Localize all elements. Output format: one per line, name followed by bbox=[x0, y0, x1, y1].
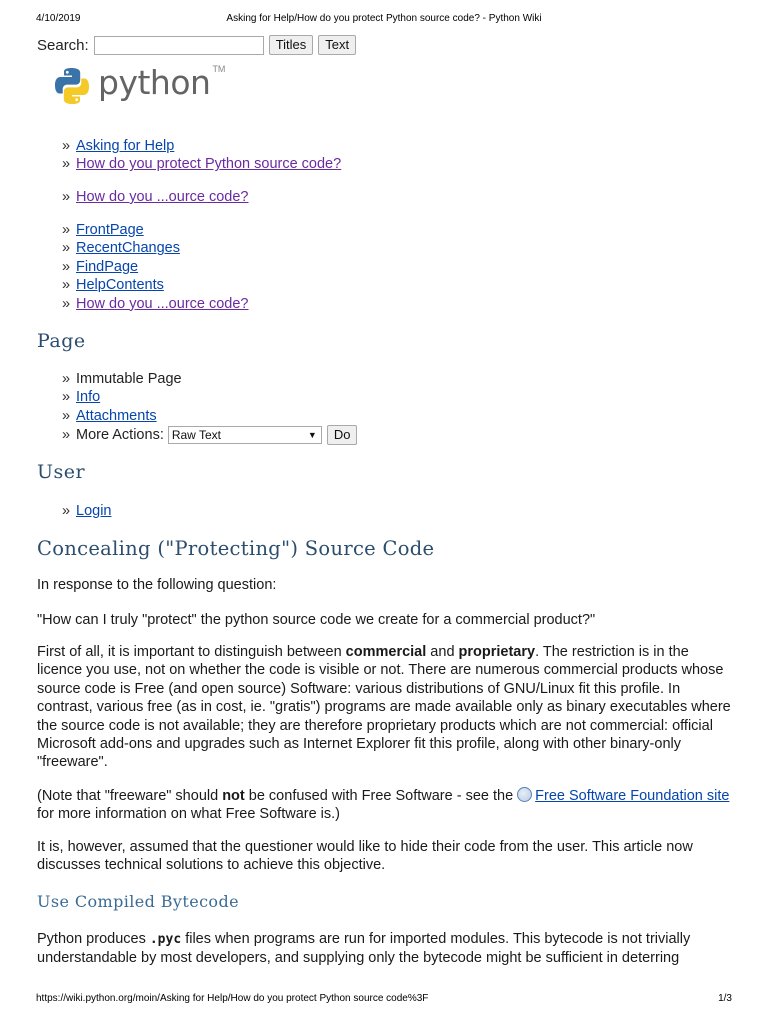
bullet-icon: » bbox=[62, 427, 71, 444]
login-link[interactable]: Login bbox=[76, 503, 112, 519]
more-actions-label: More Actions: bbox=[76, 427, 164, 444]
nav-item bbox=[62, 239, 249, 257]
page-section-heading: Page bbox=[37, 330, 86, 352]
bullet-icon: » bbox=[62, 222, 71, 238]
print-url: https://wiki.python.org/moin/Asking for Help/How do you protect Python source code%3F bbox=[36, 993, 429, 1004]
titles-button[interactable]: Titles bbox=[269, 35, 314, 55]
nav-link-recentchanges[interactable]: RecentChanges bbox=[76, 240, 180, 257]
current-page-item bbox=[62, 188, 249, 206]
bullet-icon: » bbox=[62, 389, 71, 406]
emphasis-not: not bbox=[222, 788, 245, 804]
current-page-link[interactable]: How do you ...ource code? bbox=[76, 189, 249, 205]
bullet-icon: » bbox=[62, 138, 71, 154]
search-input[interactable] bbox=[94, 36, 264, 55]
p4-text-d: for more information on what Free Software is.) bbox=[37, 806, 341, 823]
pyc-code: .pyc bbox=[149, 932, 182, 947]
search-form bbox=[37, 34, 356, 56]
p4-text-a: (Note that "freeware" should bbox=[37, 788, 223, 804]
p4-text-c: be confused with Free Software - see the bbox=[244, 788, 518, 804]
external-link-icon bbox=[517, 787, 532, 802]
term-proprietary: proprietary bbox=[458, 644, 536, 660]
site-nav bbox=[62, 221, 249, 313]
page-action-item bbox=[62, 425, 357, 443]
print-footer bbox=[0, 993, 768, 1007]
breadcrumb-item bbox=[62, 155, 341, 173]
p6-text-b: files when programs are run for imported modules. This bytecode is not trivially understandable by most developers, and supplying only the bytecode might be sufficient in deterring bbox=[37, 931, 691, 967]
print-header bbox=[0, 13, 768, 27]
user-action-item bbox=[62, 502, 111, 520]
page-action-item bbox=[62, 407, 357, 425]
user-section-heading: User bbox=[37, 461, 86, 483]
bullet-icon: » bbox=[62, 503, 71, 519]
dropdown-arrow-icon: ▼ bbox=[307, 430, 317, 441]
print-page-number: 1/3 bbox=[718, 993, 732, 1004]
bullet-icon: » bbox=[62, 295, 71, 312]
paragraph-assumption: It is, however, assumed that the questioner would like to hide their code from the user. This article now discusses technical solutions to achieve this objective. bbox=[37, 839, 693, 874]
print-title: Asking for Help/How do you protect Python source code? - Python Wiki bbox=[226, 13, 542, 24]
logo-wordmark: python bbox=[98, 62, 211, 102]
user-actions bbox=[62, 502, 111, 520]
bullet-icon: » bbox=[62, 189, 71, 205]
python-logo[interactable] bbox=[52, 62, 232, 110]
nav-item bbox=[62, 276, 249, 294]
more-actions-select[interactable] bbox=[168, 426, 322, 444]
bullet-icon: » bbox=[62, 258, 71, 275]
section-heading-compiled-bytecode: Use Compiled Bytecode bbox=[37, 892, 239, 911]
page-action-item bbox=[62, 370, 357, 388]
term-commercial: commercial bbox=[345, 644, 427, 660]
p3-text-e: . The restriction is in the licence you use, not on whether the code is visible or not. There are numerous commercial products whose source code is Free (and open source) Software: various distributions of GNU/Linux fit this profile. In contrast, various free (as in cost, ie. "gratis") programs are made available only as binary executables where the source code is not available; they are therefore proprietary products which are not commercial: official Microsoft add-ons and upgrades such as Internet Explorer fit this profile, along with other binary-only "freeware". bbox=[37, 644, 731, 771]
bullet-icon: » bbox=[62, 371, 71, 387]
nav-link-findpage[interactable]: FindPage bbox=[76, 258, 139, 275]
bullet-icon: » bbox=[62, 240, 71, 257]
paragraph-bytecode bbox=[37, 930, 737, 968]
p3-text-c: and bbox=[426, 644, 459, 660]
paragraph-commercial-vs-proprietary bbox=[37, 643, 737, 772]
breadcrumb bbox=[62, 137, 341, 174]
bullet-icon: » bbox=[62, 156, 71, 173]
page-action-item bbox=[62, 388, 357, 406]
search-label: Search: bbox=[37, 36, 89, 54]
python-snake-icon bbox=[52, 66, 92, 106]
nav-link-helpcontents[interactable]: HelpContents bbox=[76, 277, 164, 294]
immutable-page-label: Immutable Page bbox=[76, 371, 182, 387]
logo-trademark: TM bbox=[212, 64, 226, 74]
p6-text-a: Python produces bbox=[37, 931, 150, 947]
nav-item bbox=[62, 295, 249, 313]
nav-link-frontpage[interactable]: FrontPage bbox=[76, 222, 144, 238]
attachments-link[interactable]: Attachments bbox=[76, 407, 157, 424]
breadcrumb-link-current[interactable]: How do you protect Python source code? bbox=[76, 156, 342, 173]
text-button[interactable]: Text bbox=[318, 35, 356, 55]
p3-text-a: First of all, it is important to distinguish between bbox=[37, 644, 346, 660]
paragraph-intro: In response to the following question: bbox=[37, 577, 277, 593]
fsf-link[interactable]: Free Software Foundation site bbox=[535, 788, 730, 804]
nav-item bbox=[62, 258, 249, 276]
paragraph-question: "How can I truly "protect" the python source code we create for a commercial product?" bbox=[37, 612, 596, 628]
bullet-icon: » bbox=[62, 407, 71, 424]
page-actions bbox=[62, 370, 357, 444]
current-page-nav bbox=[62, 188, 249, 206]
info-link[interactable]: Info bbox=[76, 389, 101, 406]
paragraph-freeware-note bbox=[37, 787, 737, 824]
more-actions-selected: Raw Text bbox=[171, 428, 221, 443]
breadcrumb-item bbox=[62, 137, 341, 155]
do-button[interactable]: Do bbox=[327, 425, 358, 445]
breadcrumb-link-asking-for-help[interactable]: Asking for Help bbox=[76, 138, 175, 154]
print-date: 4/10/2019 bbox=[36, 13, 81, 24]
nav-link-current[interactable]: How do you ...ource code? bbox=[76, 295, 249, 312]
bullet-icon: » bbox=[62, 277, 71, 294]
article-title: Concealing ("Protecting") Source Code bbox=[37, 537, 435, 560]
nav-item bbox=[62, 221, 249, 239]
